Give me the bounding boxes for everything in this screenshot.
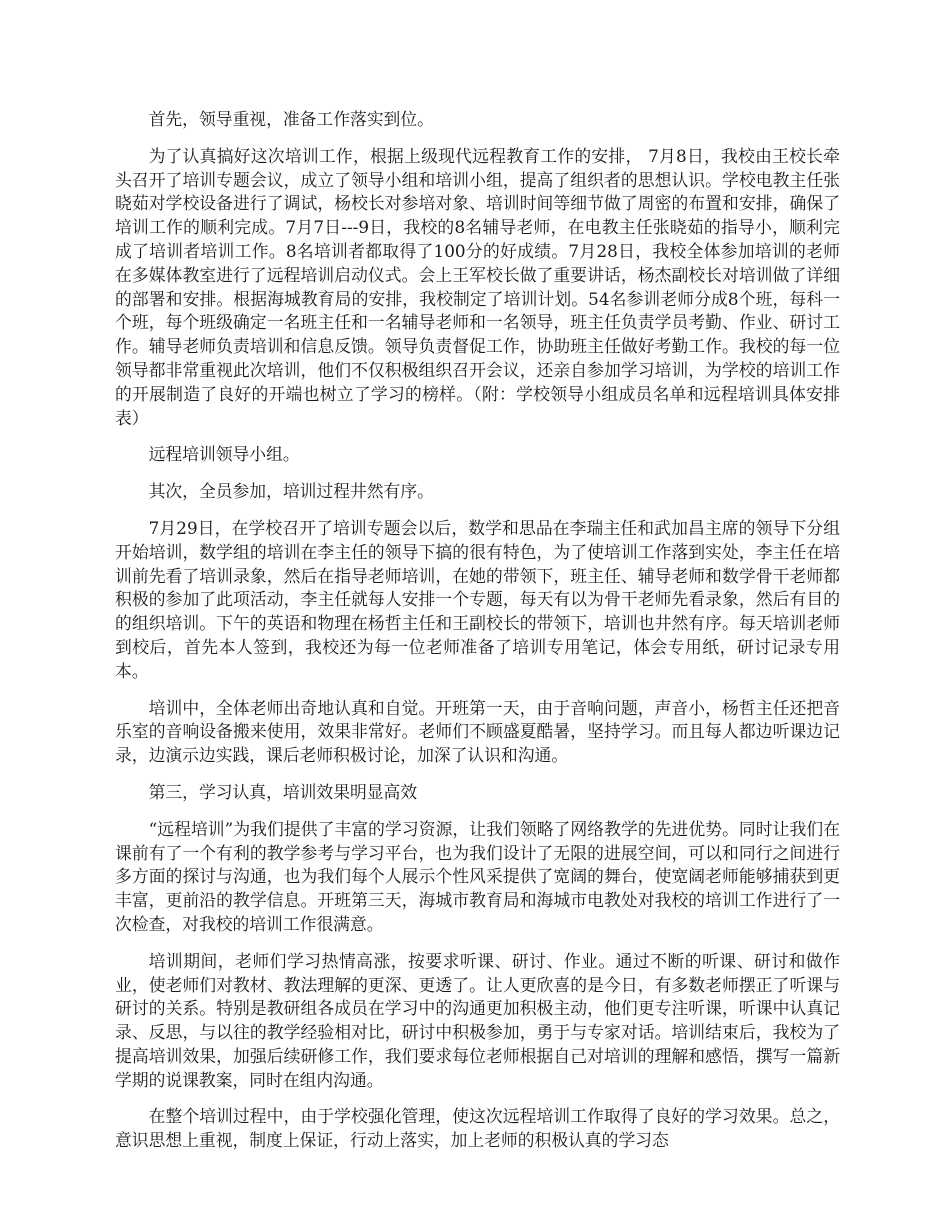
document-body bbox=[115, 108, 840, 1166]
paragraph-training-period: 培训期间，老师们学习热情高涨，按要求听课、研讨、作业。通过不断的听课、研讨和做作业，使老师们对教材、教法理解的更深、更透了。让人更欣喜的是今日，有多数老师摆正了听课与研讨的关系。特别是教研组各成员在学习中的沟通更加积极主动，他们更专注听课，听课中认真记录、反思，与以往的教学经验相对比，研讨中积极参加，勇于与专家对话。培训结束后，我校为了提高培训效果，加强后续研修工作，我们要求每位老师根据自己对培训的理解和感悟，撰写一篇新学期的说课教案，同时在组内沟通。 bbox=[115, 950, 840, 1090]
paragraph-training-attitude: 培训中，全体老师出奇地认真和自觉。开班第一天，由于音响问题，声音小，杨哲主任还把音乐室的音响设备搬来使用，效果非常好。老师们不顾盛夏酷暑，坚持学习。而且每人都边听课边记录，边演示边实践，课后老师积极讨论，加深了认识和沟通。 bbox=[115, 697, 840, 766]
paragraph-preparation: 为了认真搞好这次培训工作，根据上级现代远程教育工作的安排， 7月8日，我校由王校长牵头召开了培训专题会议，成立了领导小组和培训小组，提高了组织者的思想认识。学校电教主任张晓茹对学校设备进行了调试，杨校长对参培对象、培训时间等细节做了周密的布置和安排，确保了培训工作的顺利完成。7月7日---9日，我校的8名辅导老师，在电教主任张晓茹的指导小，顺利完成了培训者培训工作。8名培训者都取得了100分的好成绩。7月28日，我校全体参加培训的老师在多媒体教室进行了远程培训启动仪式。会上王军校长做了重要讲话，杨杰副校长对培训做了详细的部署和安排。根据海城教育局的安排，我校制定了培训计划。54名参训老师分成8个班，每科一个班，每个班级确定一名班主任和一名辅导老师和一名领导，班主任负责学员考勤、作业、研讨工作。辅导老师负责培训和信息反馈。领导负责督促工作，协助班主任做好考勤工作。我校的每一位领导都非常重视此次培训，他们不仅积极组织召开会议，还亲自参加学习培训，为学校的培训工作的开展制造了良好的开端也树立了学习的榜样。（附：学校领导小组成员名单和远程培训具体安排表） bbox=[115, 145, 840, 428]
paragraph-effect-heading: 第三，学习认真，培训效果明显高效 bbox=[148, 781, 418, 802]
paragraph-leadership-heading: 首先，领导重视，准备工作落实到位。 bbox=[148, 109, 434, 129]
paragraph-participation-heading: 其次，全员参加，培训过程井然有序。 bbox=[148, 481, 434, 502]
paragraph-summary: 在整个培训过程中，由于学校强化管理，使这次远程培训工作取得了良好的学习效果。总之，意识思想上重视，制度上保证，行动上落实，加上老师的积极认真的学习态 bbox=[115, 1106, 840, 1151]
paragraph-training-start: 7月29日，在学校召开了培训专题会以后，数学和思品在李瑞主任和武加昌主席的领导下分组开始培训，数学组的培训在李主任的领导下搞的很有特色，为了使培训工作落到实处，李主任在培训前先看了培训录象，然后在指导老师培训，在她的带领下，班主任、辅导老师和数学骨干老师都积极的参加了此项活动，李主任就每人安排一个专题，每天有以为骨干老师先看录象，然后有目的的组织培训。下午的英语和物理在杨哲主任和王副校长的带领下，培训也井然有序。每天培训老师到校后，首先本人签到，我校还为每一位老师准备了培训专用笔记，体会专用纸，研讨记录专用本。 bbox=[115, 517, 840, 681]
paragraph-resources: “远程培训”为我们提供了丰富的学习资源，让我们领略了网络教学的先进优势。同时让我们在课前有了一个有利的教学参考与学习平台，也为我们设计了无限的进展空间，可以和同行之间进行多方面的探讨与沟通，也为我们每个人展示个性风采提供了宽阔的舞台，使宽阔老师能够捕获到更丰富，更前沿的教学信息。开班第三天，海城市教育局和海城市电教处对我校的培训工作进行了一次检查，对我校的培训工作很满意。 bbox=[115, 818, 840, 934]
paragraph-leadership-group: 远程培训领导小组。 bbox=[148, 444, 300, 465]
